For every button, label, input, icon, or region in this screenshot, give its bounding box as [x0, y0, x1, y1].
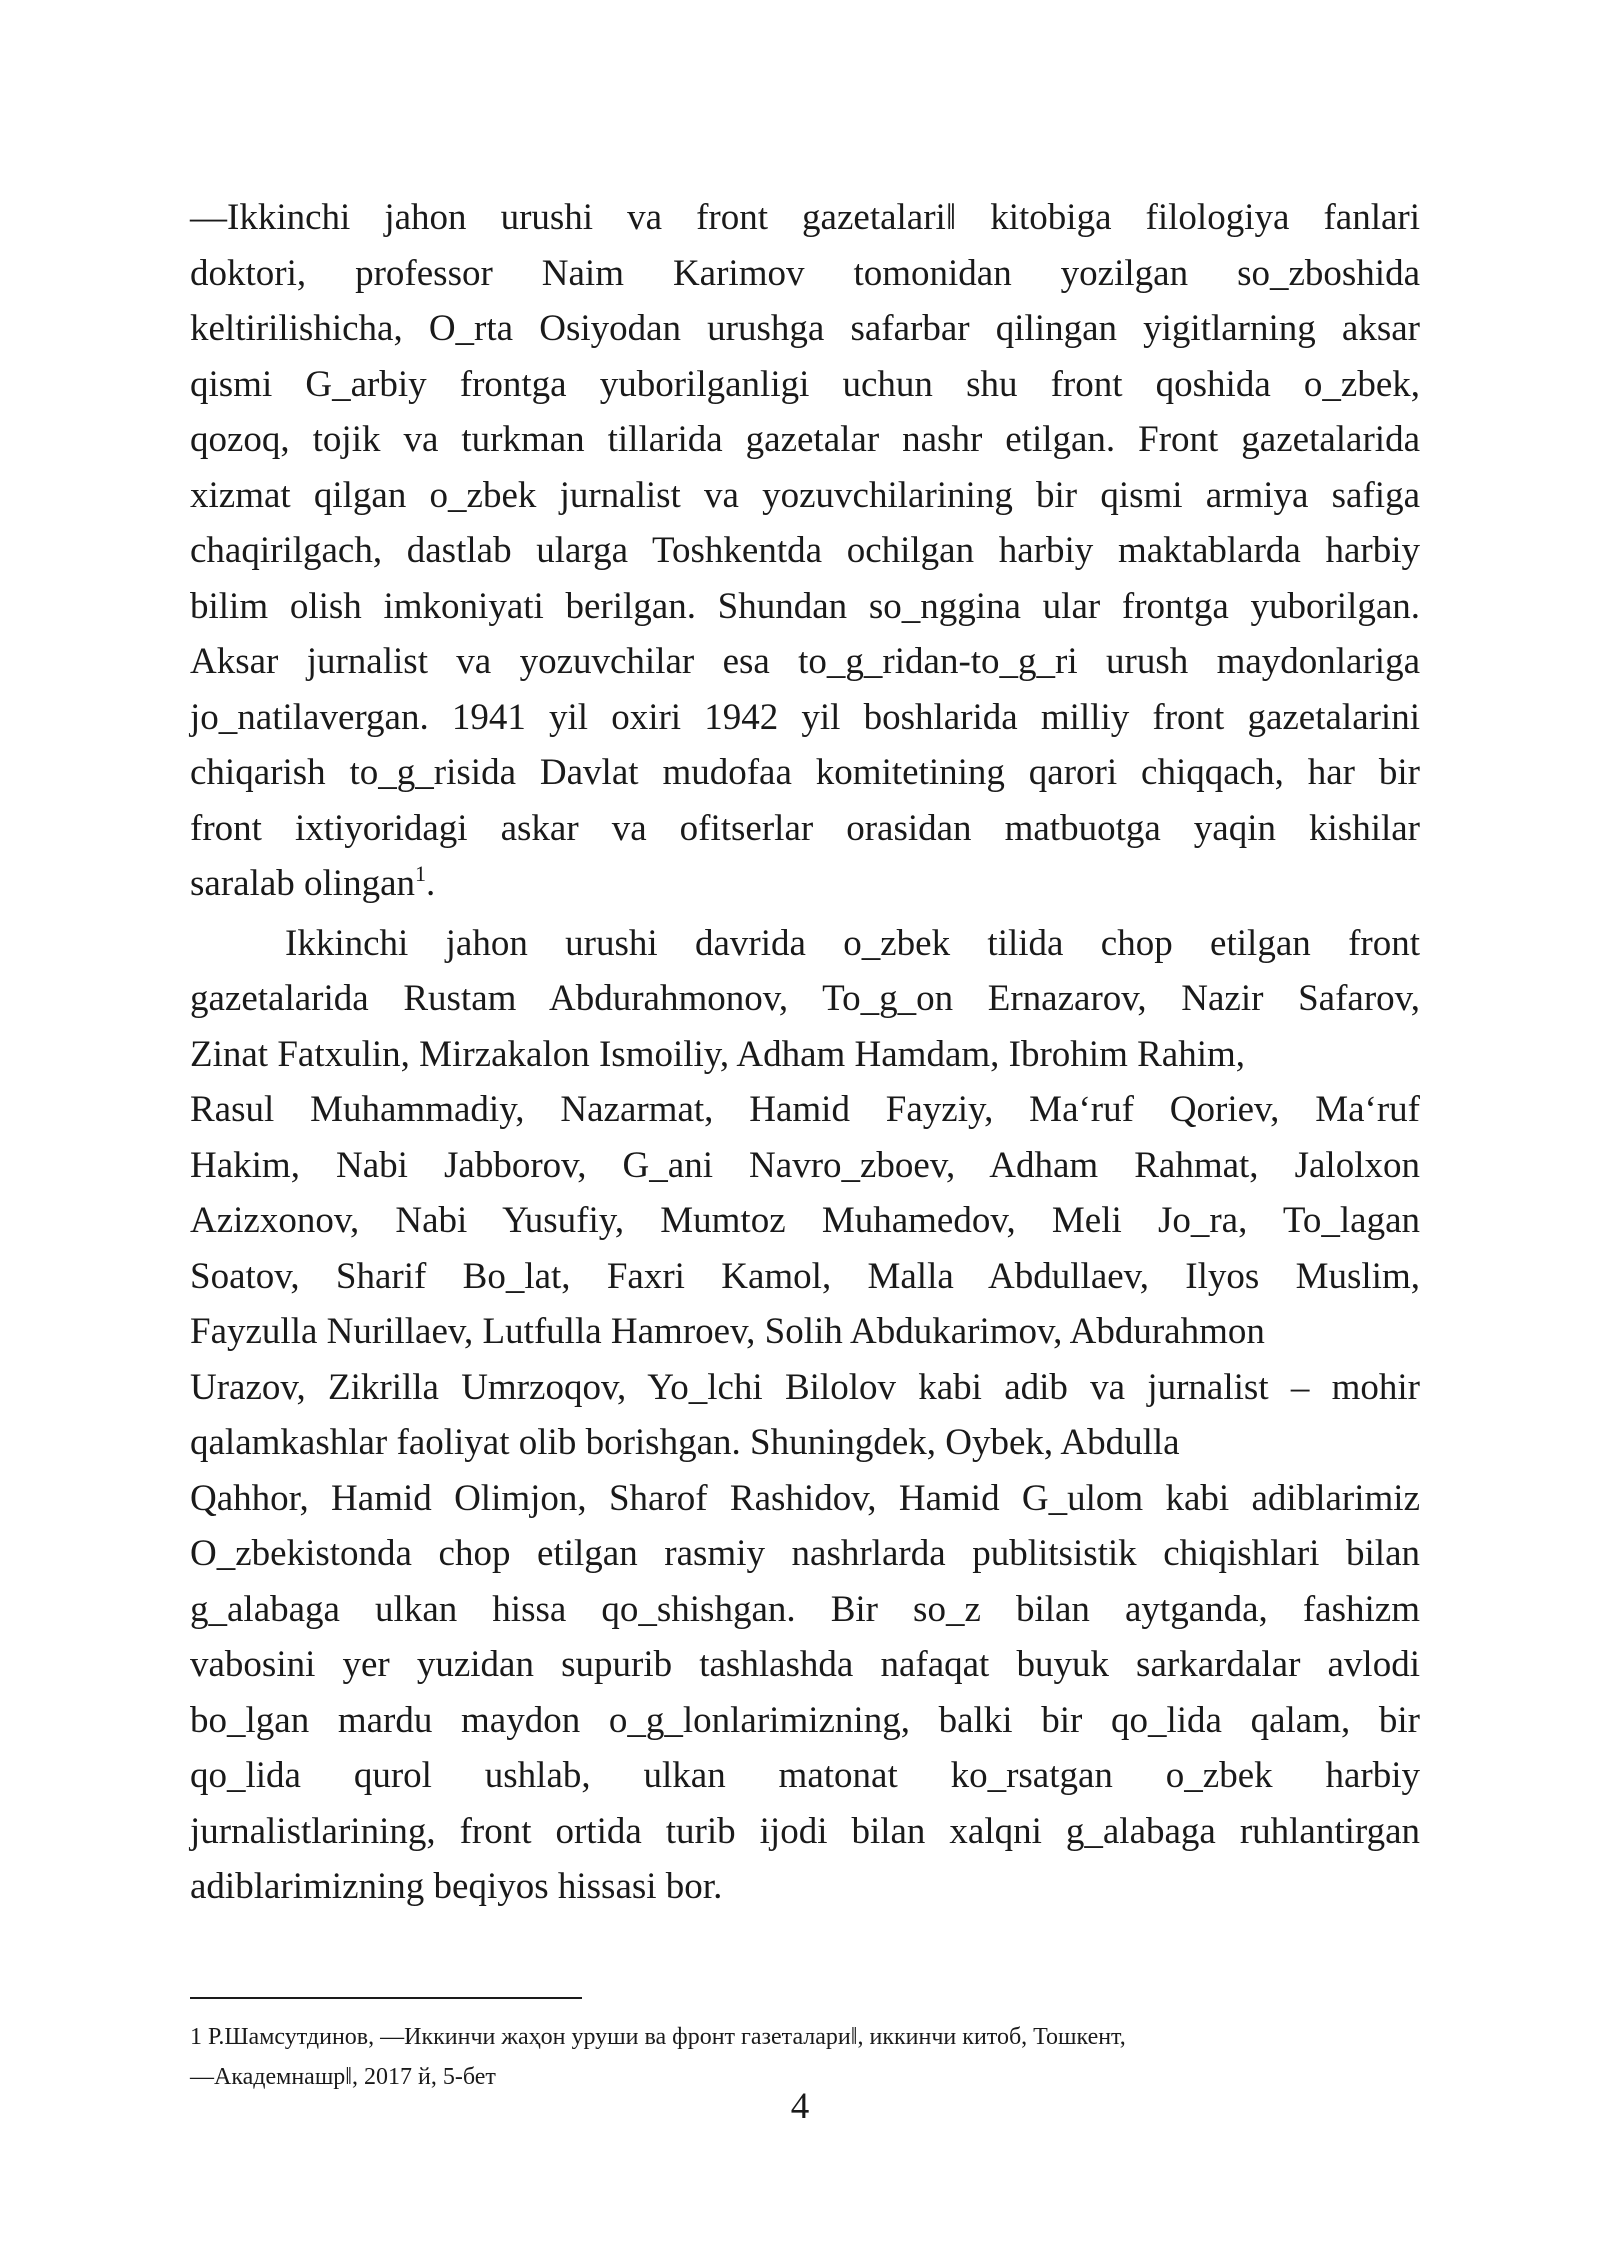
text-line: Hakim, Nabi Jabborov, G_ani Navro_zboev, Adham Rahmat, Jalolxon [190, 1144, 1420, 1186]
text-line: qismi G_arbiy frontga yuborilganligi uchun shu front qoshida o_zbek, [190, 363, 1420, 405]
text-line: keltirilishicha, O_rta Osiyodan urushga safarbar qilingan yigitlarning aksar [190, 308, 1420, 349]
text-line: gazetalarida Rustam Abdurahmonov, To_g_on Ernazarov, Nazir Safarov, [190, 978, 1420, 1019]
text-line: Rasul Muhammadiy, Nazarmat, Hamid Fayziy, Ma‘ruf Qoriev, Ma‘ruf [190, 1089, 1420, 1130]
text-line: O_zbekistonda chop etilgan rasmiy nashrlarda publitsistik chiqishlari bilan [190, 1533, 1420, 1574]
body-text [190, 190, 1420, 1915]
text-line: xizmat qilgan o_zbek jurnalist va yozuvchilarining bir qismi armiya safiga [190, 474, 1420, 516]
text-line: Zinat Fatxulin, Mirzakalon Ismoiliy, Adham Hamdam, Ibrohim Rahim, [190, 1033, 1246, 1075]
text-line: qozoq, tojik va turkman tillarida gazetalar nashr etilgan. Front gazetalarida [190, 419, 1420, 460]
text-line: jurnalistlarining, front ortida turib ijodi bilan xalqni g_alabaga ruhlantirgan [190, 1810, 1420, 1852]
text-line: vabosini yer yuzidan supurib tashlashda nafaqat buyuk sarkardalar avlodi [190, 1644, 1420, 1685]
text-line: front ixtiyoridagi askar va ofitserlar orasidan matbuotga yaqin kishilar [190, 807, 1420, 849]
text-line: g_alabaga ulkan hissa qo_shishgan. Bir so_z bilan aytganda, fashizm [190, 1588, 1420, 1630]
text-line: adiblarimizning beqiyos hissasi bor. [190, 1866, 723, 1907]
text-line: Urazov, Zikrilla Umrzoqov, Yo_lchi Bilolov kabi adib va jurnalist – mohir [190, 1366, 1420, 1408]
text-line: qo_lida qurol ushlab, ulkan matonat ko_rsatgan o_zbek harbiy [190, 1755, 1420, 1796]
footnote-separator [190, 1997, 582, 1999]
text-line: bo_lgan mardu maydon o_g_lonlarimizning, balki bir qo_lida qalam, bir [190, 1699, 1420, 1741]
text-line: Qahhor, Hamid Olimjon, Sharof Rashidov, Hamid G_ulom kabi adiblarimiz [190, 1477, 1420, 1519]
text-line: Soatov, Sharif Bo_lat, Faxri Kamol, Malla Abdullaev, Ilyos Muslim, [190, 1255, 1420, 1297]
text-line: doktori, professor Naim Karimov tomonidan yozilgan so_zboshida [190, 252, 1420, 294]
footnote-line: 1 Р.Шамсутдинов, —Иккинчи жаҳон уруши ва фронт газеталари‖, иккинчи китоб, Тошкент, [190, 2024, 1126, 2050]
text-line-last [190, 856, 1420, 912]
text-line: Azizxonov, Nabi Yusufiy, Mumtoz Muhamedov, Meli Jo_ra, To_lagan [190, 1200, 1420, 1241]
text-line: jo_natilavergan. 1941 yil oxiri 1942 yil boshlarida milliy front gazetalarini [190, 696, 1420, 738]
text-line: Fayzulla Nurillaev, Lutfulla Hamroev, Solih Abdukarimov, Abdurahmon [190, 1311, 1265, 1352]
page-number: 4 [790, 2086, 810, 2127]
text-fragment: saralab olingan [190, 863, 415, 904]
paragraph-1 [190, 190, 1420, 912]
text-line: chiqarish to_g_risida Davlat mudofaa komitetining qarori chiqqach, har bir [190, 752, 1420, 793]
text-line: Aksar jurnalist va yozuvchilar esa to_g_ridan-to_g_ri urush maydonlariga [190, 641, 1420, 682]
paragraph-2 [190, 916, 1420, 1915]
text-line: chaqirilgach, dastlab ularga Toshkentda ochilgan harbiy maktablarda harbiy [190, 530, 1420, 571]
text-line: qalamkashlar faoliyat olib borishgan. Shuningdek, Oybek, Abdulla [190, 1422, 1180, 1463]
text-line: bilim olish imkoniyati berilgan. Shundan so_nggina ular frontga yuborilgan. [190, 585, 1420, 627]
footnote-line: —Академнашр‖, 2017 й, 5-бет [190, 2064, 496, 2090]
text-line: Ikkinchi jahon urushi davrida o_zbek tilida chop etilgan front [285, 922, 1420, 964]
footnote-reference[interactable]: 1 [415, 861, 426, 886]
sentence-end: . [426, 863, 436, 904]
text-line: —Ikkinchi jahon urushi va front gazetalari‖ kitobiga filologiya fanlari [190, 197, 1420, 238]
